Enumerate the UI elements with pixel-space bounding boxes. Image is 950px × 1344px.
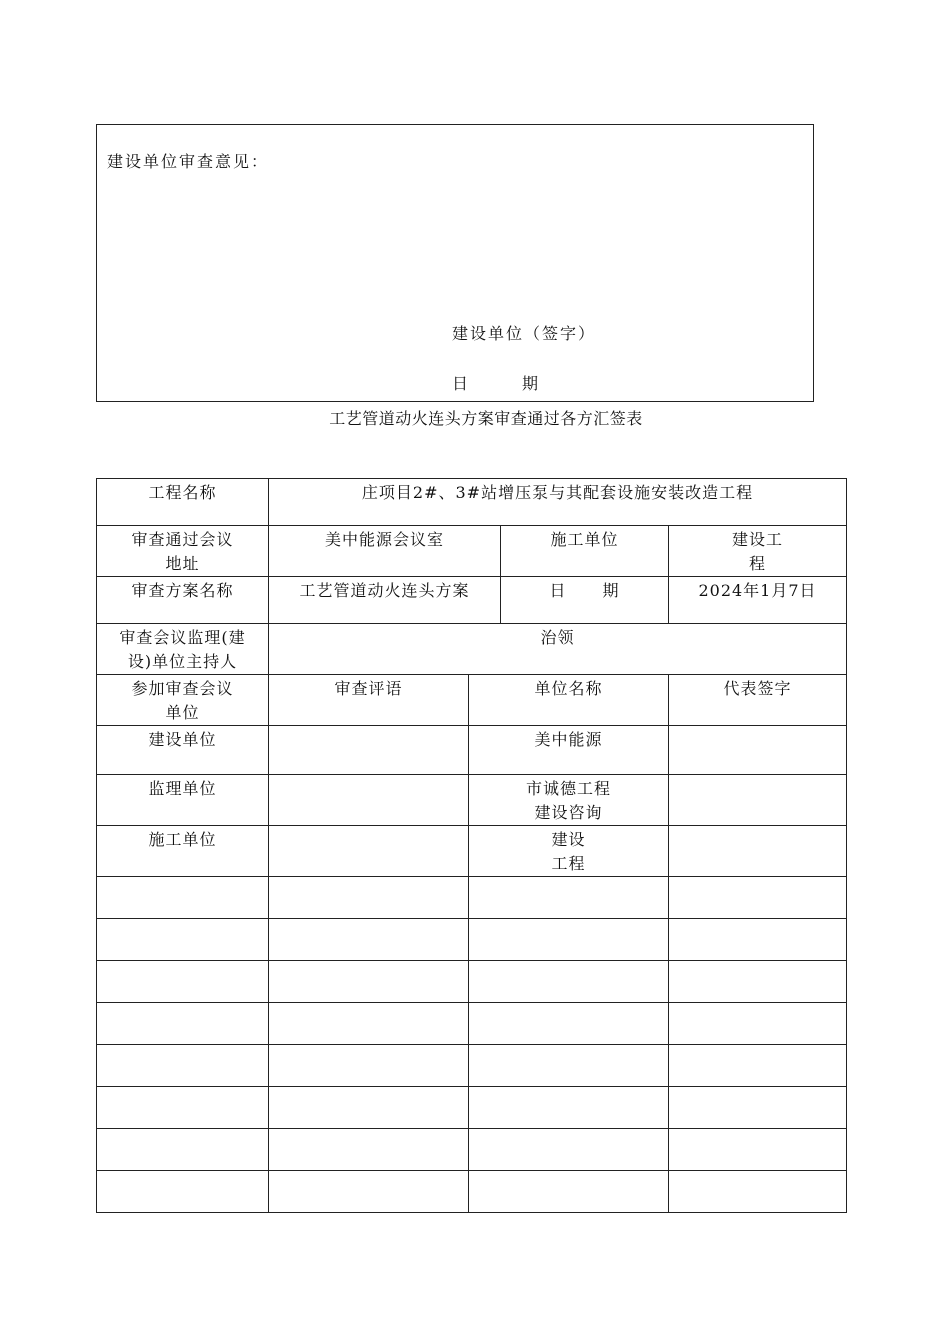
opinion-box — [96, 124, 814, 402]
unit-cell: 美中能源 — [469, 726, 669, 775]
empty-cell[interactable] — [669, 919, 847, 961]
host-label-text: 审查会议监理(建设)单位主持人 — [119, 628, 246, 671]
sign-table — [96, 478, 847, 1213]
empty-cell[interactable] — [97, 961, 269, 1003]
comment-cell[interactable] — [269, 775, 469, 826]
empty-cell[interactable] — [269, 919, 469, 961]
project-name-value: 庄项目2#、3#站增压泵与其配套设施安装改造工程 — [269, 479, 847, 526]
plan-name-value: 工艺管道动火连头方案 — [269, 577, 501, 624]
construction-unit-label: 施工单位 — [501, 526, 669, 577]
table-header-row — [97, 675, 847, 726]
empty-row — [97, 1045, 847, 1087]
form-title: 工艺管道动火连头方案审查通过各方汇签表 — [329, 409, 643, 428]
empty-cell[interactable] — [469, 1171, 669, 1213]
unit-name-header: 单位名称 — [469, 675, 669, 726]
empty-row — [97, 1003, 847, 1045]
empty-cell[interactable] — [269, 1087, 469, 1129]
plan-name-label: 审查方案名称 — [97, 577, 269, 624]
signature-label: 建设单位（签字） — [452, 324, 597, 343]
table-row — [97, 624, 847, 675]
date-label — [501, 577, 669, 624]
unit-cell — [469, 775, 669, 826]
empty-cell[interactable] — [469, 1045, 669, 1087]
opinion-label: 建设单位审查意见： — [107, 152, 270, 171]
empty-row — [97, 877, 847, 919]
empty-cell[interactable] — [669, 1129, 847, 1171]
empty-cell[interactable] — [97, 877, 269, 919]
empty-cell[interactable] — [469, 1087, 669, 1129]
sign-cell[interactable] — [669, 726, 847, 775]
empty-row — [97, 1171, 847, 1213]
empty-cell[interactable] — [97, 1045, 269, 1087]
empty-row — [97, 1087, 847, 1129]
construction-unit-value-text: 建设工程 — [731, 530, 783, 573]
empty-cell[interactable] — [269, 877, 469, 919]
comment-cell[interactable] — [269, 826, 469, 877]
date-value: 2024年1月7日 — [669, 577, 847, 624]
empty-cell[interactable] — [669, 961, 847, 1003]
role-cell: 建设单位 — [97, 726, 269, 775]
table-row — [97, 775, 847, 826]
participants-header — [97, 675, 269, 726]
meeting-location-label — [97, 526, 269, 577]
table-row — [97, 577, 847, 624]
table-row — [97, 726, 847, 775]
role-cell: 监理单位 — [97, 775, 269, 826]
empty-cell[interactable] — [469, 961, 669, 1003]
empty-cell[interactable] — [269, 1129, 469, 1171]
comments-header: 审查评语 — [269, 675, 469, 726]
empty-cell[interactable] — [97, 1087, 269, 1129]
date-label — [452, 371, 540, 394]
participants-header-text: 参加审查会议单位 — [131, 679, 234, 722]
empty-cell[interactable] — [97, 1129, 269, 1171]
project-name-label: 工程名称 — [97, 479, 269, 526]
sign-cell[interactable] — [669, 826, 847, 877]
comment-cell[interactable] — [269, 726, 469, 775]
empty-cell[interactable] — [269, 961, 469, 1003]
meeting-location-label-text: 审查通过会议地址 — [131, 530, 234, 573]
host-value: 治领 — [269, 624, 847, 675]
unit-cell-text: 市诚德工程建设咨询 — [525, 779, 611, 822]
meeting-location-value: 美中能源会议室 — [269, 526, 501, 577]
host-label — [97, 624, 269, 675]
unit-cell — [469, 826, 669, 877]
role-cell: 施工单位 — [97, 826, 269, 877]
empty-cell[interactable] — [269, 1003, 469, 1045]
empty-cell[interactable] — [269, 1171, 469, 1213]
empty-cell[interactable] — [469, 919, 669, 961]
sign-cell[interactable] — [669, 775, 847, 826]
empty-row — [97, 961, 847, 1003]
empty-cell[interactable] — [469, 1129, 669, 1171]
empty-cell[interactable] — [469, 877, 669, 919]
table-row — [97, 526, 847, 577]
empty-cell[interactable] — [669, 1045, 847, 1087]
date-label-period: 期 — [602, 581, 620, 600]
date-label-day: 日 — [452, 374, 471, 393]
empty-row — [97, 919, 847, 961]
construction-unit-value — [669, 526, 847, 577]
empty-cell[interactable] — [669, 1003, 847, 1045]
empty-cell[interactable] — [97, 1171, 269, 1213]
date-label-day: 日 — [549, 581, 567, 600]
empty-cell[interactable] — [669, 1087, 847, 1129]
empty-cell[interactable] — [269, 1045, 469, 1087]
empty-cell[interactable] — [97, 1003, 269, 1045]
empty-row — [97, 1129, 847, 1171]
table-row — [97, 826, 847, 877]
unit-cell-text: 建设工程 — [551, 830, 586, 873]
signature-header: 代表签字 — [669, 675, 847, 726]
empty-cell[interactable] — [97, 919, 269, 961]
empty-cell[interactable] — [469, 1003, 669, 1045]
date-label-period: 期 — [522, 374, 541, 393]
empty-cell[interactable] — [669, 1171, 847, 1213]
empty-cell[interactable] — [669, 877, 847, 919]
table-row — [97, 479, 847, 526]
